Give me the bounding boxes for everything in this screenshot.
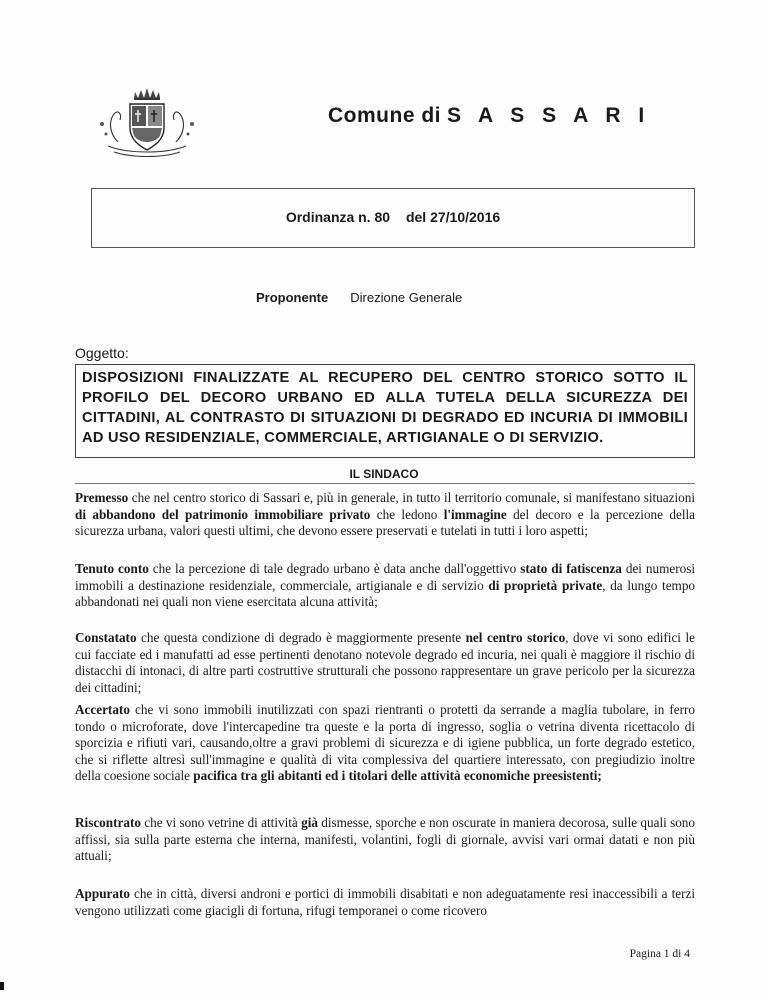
paragraph-text: che in città, diversi androni e portici di immobili disabitati e non adeguatamente resi inaccessibili a terzi vengono utilizzati come giacigli di fortuna, rifugi temporanei o come ricovero [75, 886, 695, 918]
paragraph-constatato [75, 630, 695, 696]
coat-of-arms-logo [88, 84, 206, 162]
paragraph-appurato [75, 886, 695, 919]
ordinanza-box [91, 188, 695, 248]
paragraph-bold: di proprietà private [488, 577, 603, 593]
scan-mark [0, 982, 4, 990]
oggetto-label: Oggetto: [75, 345, 129, 361]
ordinanza-number: Ordinanza n. 80 [285, 209, 391, 225]
proponente-row [256, 290, 462, 305]
page-number: Pagina 1 di 4 [629, 948, 690, 960]
paragraph-text: che vi sono immobili inutilizzati con spazi rientranti o protetti da serrande a maglia tubolare, in ferro tondo o microforate, dove l'intercapedine tra queste e la porta di ingresso, soglia o vetrina diventa ricettacolo di sporcizia e rifiuti vari, causando,oltre a gravi problemi di sicurezza e di igiene pubblica, un forte degrado estetico, che si riflette altresì sull'immagine e qualità di vita complessiva del quartiere interessato, con pregiudizio inoltre della coesione sociale [75, 702, 695, 783]
proponente-label: Proponente [256, 290, 329, 305]
paragraph-text: , da lungo tempo abbandonati nei quali non viene esercitata alcuna attività; [75, 577, 696, 609]
paragraph-bold: già [301, 815, 318, 830]
paragraph-bold: di abbandono del patrimonio immobiliare privato [75, 506, 371, 522]
paragraph-text: che ledono [370, 506, 444, 522]
paragraph-bold: nel centro storico [465, 630, 566, 645]
oggetto-text: DISPOSIZIONI FINALIZZATE AL RECUPERO DEL CENTRO STORICO SOTTO IL PROFILO DEL DECORO URBANO ED ALLA TUTELA DELLA SICUREZZA DEI CITTADINI, AL CONTRASTO DI SITUAZIONI DI DEGRADO ED INCURIA DI IMMOBILI AD USO RESIDENZIALE, COMMERCIALE, ARTIGIANALE O DI SERVIZIO. [75, 364, 695, 458]
divider [75, 483, 695, 484]
paragraph-text: dei numerosi immobili a destinazione residenziale, commerciale, artigianale e di servizio [75, 561, 696, 593]
paragraph-text: che questa condizione di degrado è maggiormente presente [136, 630, 466, 645]
paragraph-lead: Appurato [75, 886, 130, 901]
paragraph-lead: Accertato [75, 702, 130, 717]
paragraph-text: che vi sono vetrine di attività [140, 815, 302, 830]
paragraph-tenuto-conto [75, 561, 695, 611]
paragraph-accertato [75, 702, 695, 785]
ordinanza-line [92, 209, 694, 225]
paragraph-bold: pacifica tra gli abitanti ed i titolari delle attività economiche preesistenti; [193, 768, 602, 783]
sindaco-heading: IL SINDACO [349, 467, 419, 481]
paragraph-text: che nel centro storico di Sassari e, più in generale, in tutto il territorio comunale, si manifestano situazioni [128, 490, 695, 505]
paragraph-text: del decoro e la percezione della sicurezza urbana, valori questi ultimi, che devono essere preservati e tutelati in tutti i loro aspetti; [75, 506, 695, 538]
paragraph-premesso [75, 490, 695, 540]
paragraph-text: , dove vi sono edifici le cui facciate ed i manufatti ad esse pertinenti denotano notevole degrado ed incuria, nei quali è maggiore il rischio di distacchi di intonaci, di altre parti costruttive strutturali che possono rappresentare un grave pericolo per la sicurezza dei cittadini; [75, 630, 695, 695]
proponente-value: Direzione Generale [350, 290, 463, 305]
title-city: S A S S A R I [447, 104, 651, 127]
paragraph-lead: Premesso [75, 490, 129, 505]
ordinanza-date: del 27/10/2016 [405, 209, 501, 225]
paragraph-bold: l'immagine [443, 506, 507, 522]
paragraph-lead: Riscontrato [75, 815, 141, 830]
paragraph-lead: Tenuto conto [75, 561, 149, 576]
paragraph-riscontrato [75, 815, 695, 865]
comune-title [328, 104, 650, 128]
title-prefix: Comune di [328, 104, 441, 127]
paragraph-bold: stato di fatiscenza [520, 561, 622, 576]
paragraph-text: che la percezione di tale degrado urbano è data anche dall'oggettivo [148, 561, 521, 576]
paragraph-text: dismesse, sporche e non oscurate in maniera decorosa, sulle quali sono affissi, sia sulla parte esterna che interna, manifesti, volantini, fogli di giornale, avvisi vari ormai datati e non più attuali; [75, 815, 695, 863]
paragraph-lead: Constatato [75, 630, 137, 645]
